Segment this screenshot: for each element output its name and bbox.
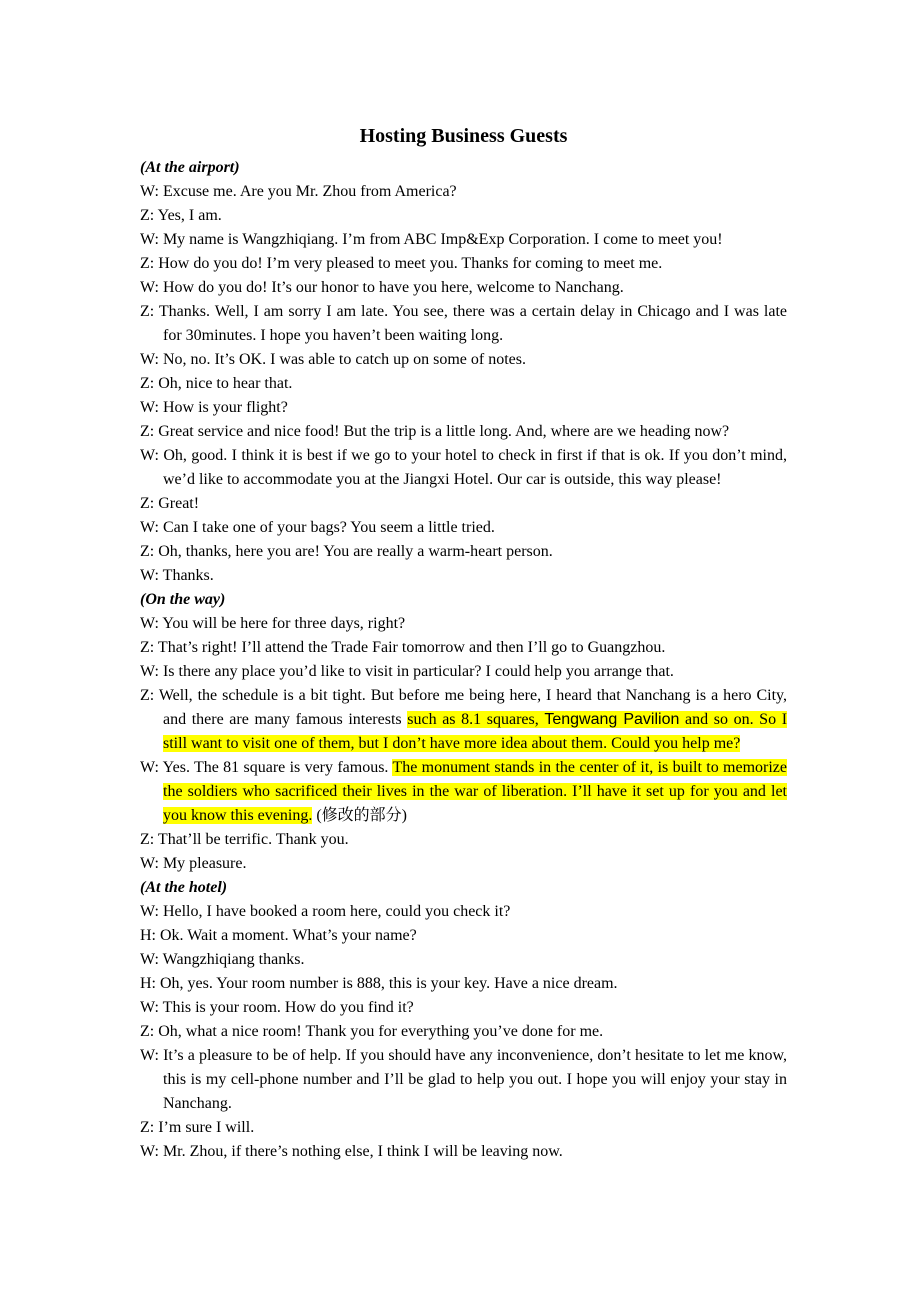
- text-run: Z: Great service and nice food! But the trip is a little long. And, where are we heading now?: [140, 423, 730, 440]
- dialogue-line: [140, 180, 787, 204]
- text-run: Z: How do you do! I’m very pleased to meet you. Thanks for coming to meet me.: [140, 255, 663, 272]
- text-run: Z: Well, the schedule is a bit tight. But before me being here, I heard that Nanchang is a hero City, and there are many famous interests: [140, 687, 787, 728]
- section-heading: [140, 156, 787, 180]
- text-run: (At the airport): [140, 159, 240, 176]
- highlighted-text-run: Tengwang Pavilion: [544, 711, 680, 728]
- text-run: W: Thanks.: [140, 567, 214, 584]
- dialogue-line: [140, 204, 787, 228]
- text-run: Z: Oh, nice to hear that.: [140, 375, 293, 392]
- dialogue-line: [140, 1116, 787, 1140]
- document-body: [140, 124, 787, 1164]
- text-run: Z: Great!: [140, 495, 200, 512]
- dialogue-line: [140, 900, 787, 924]
- highlighted-text-run: and so on. So I still want to visit one of them, but I don’t have more idea about them. Could you help me?: [163, 711, 788, 752]
- text-run: W: No, no. It’s OK. I was able to catch up on some of notes.: [140, 351, 526, 368]
- dialogue-line: [140, 300, 787, 348]
- text-run: W: Can I take one of your bags? You seem a little tried.: [140, 519, 495, 536]
- dialogue-line: [140, 396, 787, 420]
- dialogue-line: [140, 636, 787, 660]
- text-run: Z: Yes, I am.: [140, 207, 222, 224]
- dialogue-line: [140, 756, 787, 828]
- text-run: W: How do you do! It’s our honor to have you here, welcome to Nanchang.: [140, 279, 624, 296]
- text-run: W: Wangzhiqiang thanks.: [140, 951, 305, 968]
- text-run: W: Yes. The 81 square is very famous.: [140, 759, 393, 776]
- text-run: H: Oh, yes. Your room number is 888, this is your key. Have a nice dream.: [140, 975, 618, 992]
- dialogue-line: [140, 420, 787, 444]
- text-run: Z: Oh, thanks, here you are! You are really a warm-heart person.: [140, 543, 553, 560]
- text-run: W: Hello, I have booked a room here, could you check it?: [140, 903, 511, 920]
- text-run: W: How is your flight?: [140, 399, 288, 416]
- text-run: W: My name is Wangzhiqiang. I’m from ABC Imp&Exp Corporation. I come to meet you!: [140, 231, 723, 248]
- section-heading: [140, 876, 787, 900]
- text-run: Z: Thanks. Well, I am sorry I am late. You see, there was a certain delay in Chicago and I was late for 30minutes. I hope you haven’t been waiting long.: [140, 303, 787, 344]
- dialogue-line: [140, 1044, 787, 1116]
- dialogue-line: [140, 492, 787, 516]
- dialogue-line: [140, 252, 787, 276]
- text-run: W: Is there any place you’d like to visit in particular? I could help you arrange that.: [140, 663, 674, 680]
- dialogue-line: [140, 444, 787, 492]
- text-run: H: Ok. Wait a moment. What’s your name?: [140, 927, 417, 944]
- dialogue-line: [140, 948, 787, 972]
- text-run: W: You will be here for three days, right?: [140, 615, 406, 632]
- dialogue-line: [140, 1020, 787, 1044]
- section-heading: [140, 588, 787, 612]
- text-run: (修改的部分): [312, 807, 407, 824]
- text-run: (At the hotel): [140, 879, 228, 896]
- dialogue-line: [140, 660, 787, 684]
- text-run: W: It’s a pleasure to be of help. If you should have any inconvenience, don’t hesitate to let me know, this is my cell-phone number and I’ll be glad to help you out. I hope you will enjoy your stay in Nanchang.: [140, 1047, 787, 1112]
- text-run: W: Oh, good. I think it is best if we go to your hotel to check in first if that is ok. If you don’t mind, we’d like to accommodate you at the Jiangxi Hotel. Our car is outside, this way please!: [140, 447, 787, 488]
- document-title: Hosting Business Guests: [359, 125, 568, 147]
- dialogue-line: [140, 972, 787, 996]
- text-run: W: Mr. Zhou, if there’s nothing else, I think I will be leaving now.: [140, 1143, 563, 1160]
- dialogue-line: [140, 612, 787, 636]
- highlighted-text-run: The monument stands in the center of it, is built to memorize the soldiers who sacrificed their lives in the war of liberation. I’ll have it set up for you and let you know this evening.: [163, 759, 787, 824]
- dialogue-line: [140, 852, 787, 876]
- dialogue-line: [140, 228, 787, 252]
- text-run: W: My pleasure.: [140, 855, 247, 872]
- dialogue-line: [140, 516, 787, 540]
- dialogue-line: [140, 348, 787, 372]
- text-run: W: This is your room. How do you find it?: [140, 999, 414, 1016]
- text-run: Z: Oh, what a nice room! Thank you for everything you’ve done for me.: [140, 1023, 604, 1040]
- dialogue-line: [140, 564, 787, 588]
- dialogue-line: [140, 924, 787, 948]
- dialogue-line: [140, 372, 787, 396]
- dialogue-line: [140, 276, 787, 300]
- dialogue-line: [140, 996, 787, 1020]
- text-run: Z: That’s right! I’ll attend the Trade Fair tomorrow and then I’ll go to Guangzhou.: [140, 639, 666, 656]
- highlighted-text-run: such as 8.1 squares,: [407, 711, 545, 728]
- dialogue-line: [140, 684, 787, 756]
- dialogue-line: [140, 540, 787, 564]
- dialogue-line: [140, 828, 787, 852]
- text-run: Z: That’ll be terrific. Thank you.: [140, 831, 349, 848]
- text-run: Z: I’m sure I will.: [140, 1119, 255, 1136]
- text-run: (On the way): [140, 591, 226, 608]
- paragraphs: [140, 156, 787, 1164]
- dialogue-line: [140, 1140, 787, 1164]
- text-run: W: Excuse me. Are you Mr. Zhou from America?: [140, 183, 457, 200]
